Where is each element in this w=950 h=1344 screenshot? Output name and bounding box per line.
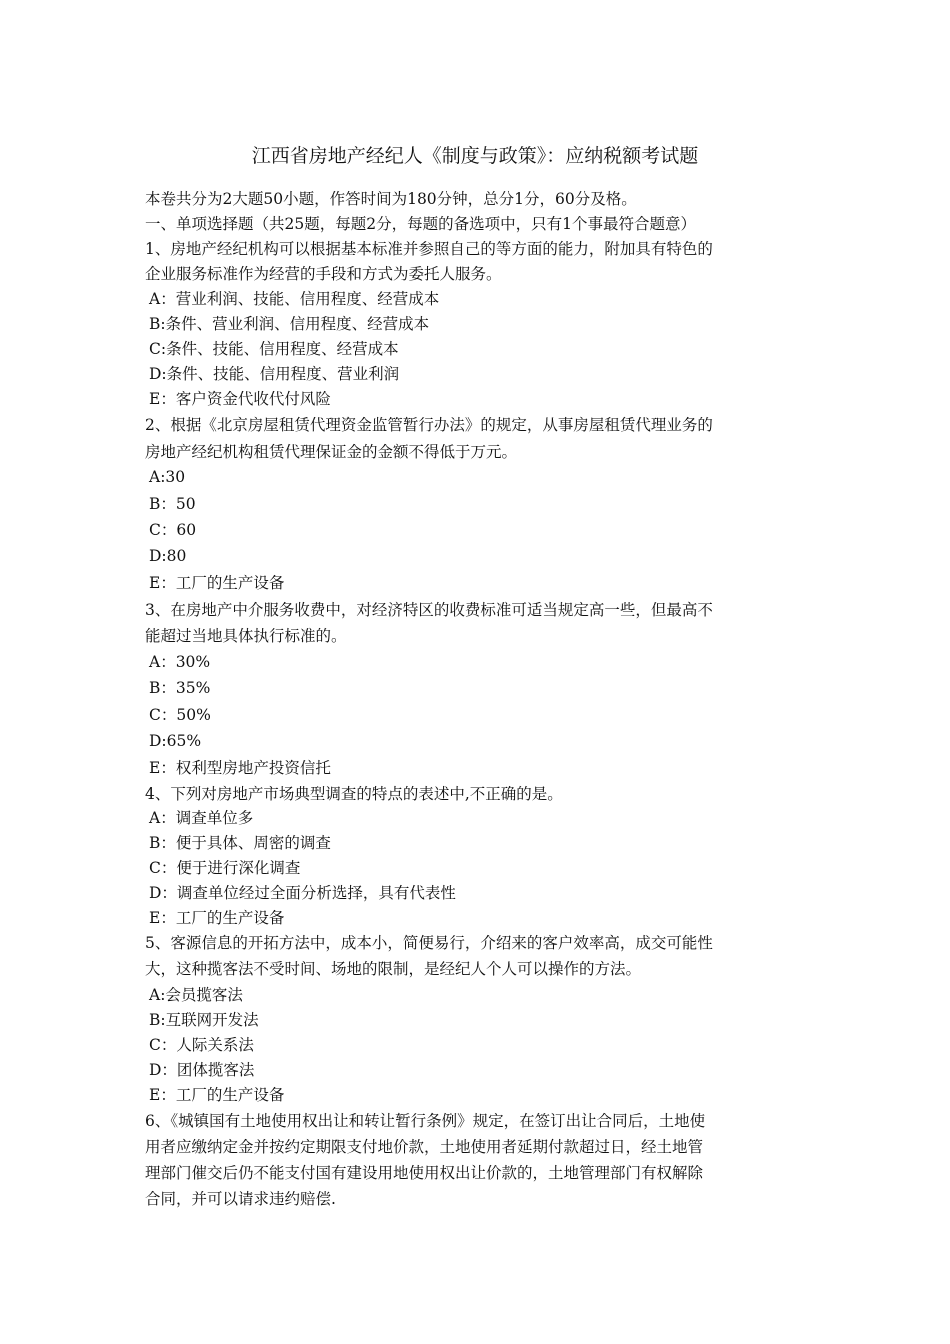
question-1-text: 1、房地产经纪机构可以根据基本标准并参照自己的等方面的能力，附加具有特色的	[145, 240, 713, 258]
question-6-text: 合同，并可以请求违约赔偿.	[145, 1190, 336, 1208]
question-1-option-a: A：营业利润、技能、信用程度、经营成本	[149, 290, 440, 308]
question-3-option-a: A：30%	[149, 653, 211, 671]
question-1-option-c: C:条件、技能、信用程度、经营成本	[149, 340, 399, 358]
question-6-text: 理部门催交后仍不能支付国有建设用地使用权出让价款的，土地管理部门有权解除	[145, 1164, 704, 1182]
question-3-option-d: D:65%	[149, 732, 202, 750]
question-4-option-c: C：便于进行深化调查	[149, 859, 301, 877]
question-3-option-e: E：权利型房地产投资信托	[149, 759, 331, 777]
question-6-text: 用者应缴纳定金并按约定期限支付地价款，土地使用者延期付款超过日，经土地管	[145, 1138, 704, 1156]
question-1-option-d: D:条件、技能、信用程度、营业利润	[149, 365, 400, 383]
question-5-option-a: A:会员揽客法	[149, 986, 243, 1004]
question-4-option-b: B：便于具体、周密的调查	[149, 834, 331, 852]
question-2-text: 房地产经纪机构租赁代理保证金的金额不得低于万元。	[145, 443, 518, 461]
question-1-option-b: B:条件、营业利润、信用程度、经营成本	[149, 315, 430, 333]
question-5-option-b: B:互联网开发法	[149, 1011, 259, 1029]
question-2-text: 2、根据《北京房屋租赁代理资金监管暂行办法》的规定，从事房屋租赁代理业务的	[145, 416, 713, 434]
question-4-option-d: D：调查单位经过全面分析选择，具有代表性	[149, 884, 456, 902]
question-5-option-e: E：工厂的生产设备	[149, 1086, 285, 1104]
question-1-option-e: E：客户资金代收代付风险	[149, 390, 331, 408]
question-3-option-c: C：50%	[149, 706, 211, 724]
question-2-option-b: B：50	[149, 495, 196, 513]
question-6-text: 6、《城镇国有土地使用权出让和转让暂行条例》规定，在签订出让合同后，土地使	[145, 1112, 706, 1130]
question-4-option-a: A：调查单位多	[149, 809, 254, 827]
exam-intro: 本卷共分为2大题50小题，作答时间为180分钟，总分1分，60分及格。	[145, 190, 637, 208]
question-5-option-d: D：团体揽客法	[149, 1061, 255, 1079]
question-3-text: 能超过当地具体执行标准的。	[145, 627, 347, 645]
question-3-option-b: B：35%	[149, 679, 211, 697]
question-2-option-a: A:30	[149, 468, 186, 486]
question-2-option-c: C：60	[149, 521, 197, 539]
document-title: 江西省房地产经纪人《制度与政策》：应纳税额考试题	[251, 145, 699, 167]
question-2-option-d: D:80	[149, 547, 187, 565]
section-heading: 一、单项选择题（共25题，每题2分，每题的备选项中，只有1个事最符合题意）	[145, 215, 696, 233]
question-3-text: 3、在房地产中介服务收费中，对经济特区的收费标准可适当规定高一些，但最高不	[145, 601, 713, 619]
question-2-option-e: E：工厂的生产设备	[149, 574, 285, 592]
question-1-text: 企业服务标准作为经营的手段和方式为委托人服务。	[145, 265, 502, 283]
question-5-text: 大，这种揽客法不受时间、场地的限制，是经纪人个人可以操作的方法。	[145, 960, 642, 978]
question-5-option-c: C：人际关系法	[149, 1036, 254, 1054]
question-4-text: 4、下列对房地产市场典型调查的特点的表述中,不正确的是。	[145, 785, 563, 803]
question-5-text: 5、客源信息的开拓方法中，成本小，简便易行，介绍来的客户效率高，成交可能性	[145, 934, 713, 952]
question-4-option-e: E：工厂的生产设备	[149, 909, 285, 927]
